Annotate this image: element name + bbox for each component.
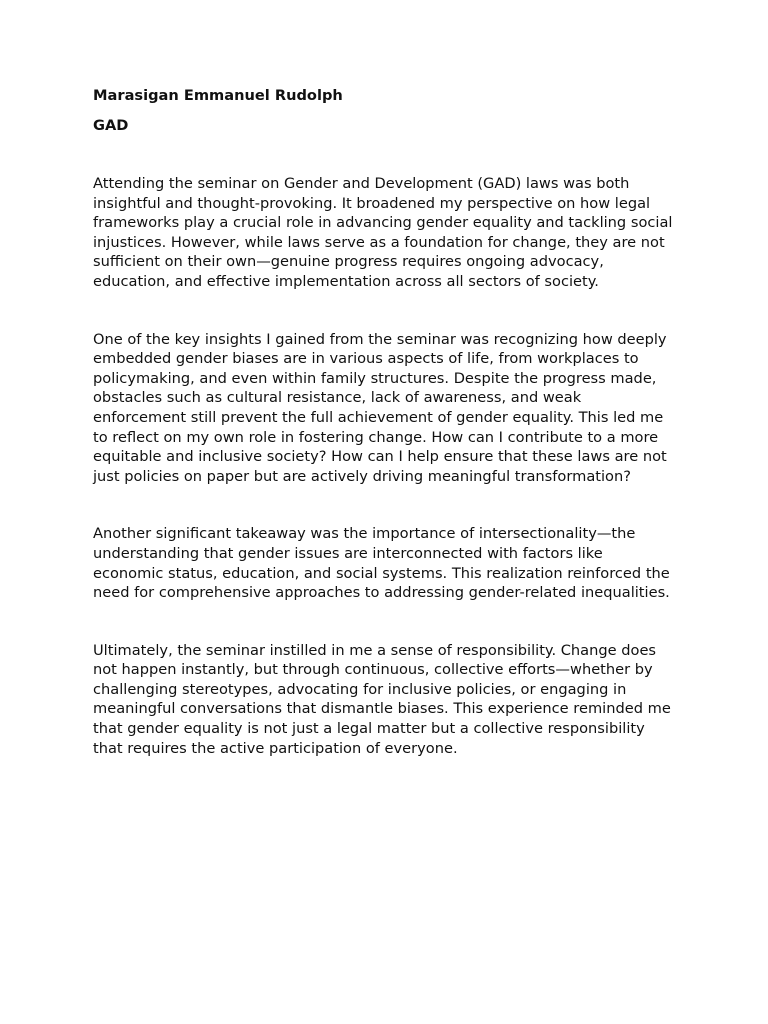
document-body	[93, 86, 677, 796]
paragraph-3: Another significant takeaway was the importance of intersectionality—the understanding that gender issues are interconnected with factors like economic status, education, and social systems. This realization reinforced the need for comprehensive approaches to addressing gender-related inequalities.	[93, 525, 670, 602]
paragraph-1: Attending the seminar on Gender and Development (GAD) laws was both insightful and thought-provoking. It broadened my perspective on how legal frameworks play a crucial role in advancing gender equality and tackling social injustices. However, while laws serve as a foundation for change, they are not sufficient on their own—genuine progress requires ongoing advocacy, education, and effective implementation across all sectors of society.	[93, 175, 673, 290]
paragraph-2: One of the key insights I gained from the seminar was recognizing how deeply embedded gender biases are in various aspects of life, from workplaces to policymaking, and even within family structures. Despite the progress made, obstacles such as cultural resistance, lack of awareness, and weak enforcement still prevent the full achievement of gender equality. This led me to reflect on my own role in fostering change. How can I contribute to a more equitable and inclusive society? How can I help ensure that these laws are not just policies on paper but are actively driving meaningful transformation?	[93, 330, 667, 485]
paragraph-4: Ultimately, the seminar instilled in me a sense of responsibility. Change does not happen instantly, but through continuous, collective efforts—whether by challenging stereotypes, advocating for inclusive policies, or engaging in meaningful conversations that dismantle biases. This experience reminded me that gender equality is not just a legal matter but a collective responsibility that requires the active participation of everyone.	[93, 641, 671, 757]
document-subject: GAD	[93, 117, 129, 134]
essay-text	[93, 174, 677, 758]
author-name: Marasigan Emmanuel Rudolph	[93, 87, 343, 104]
